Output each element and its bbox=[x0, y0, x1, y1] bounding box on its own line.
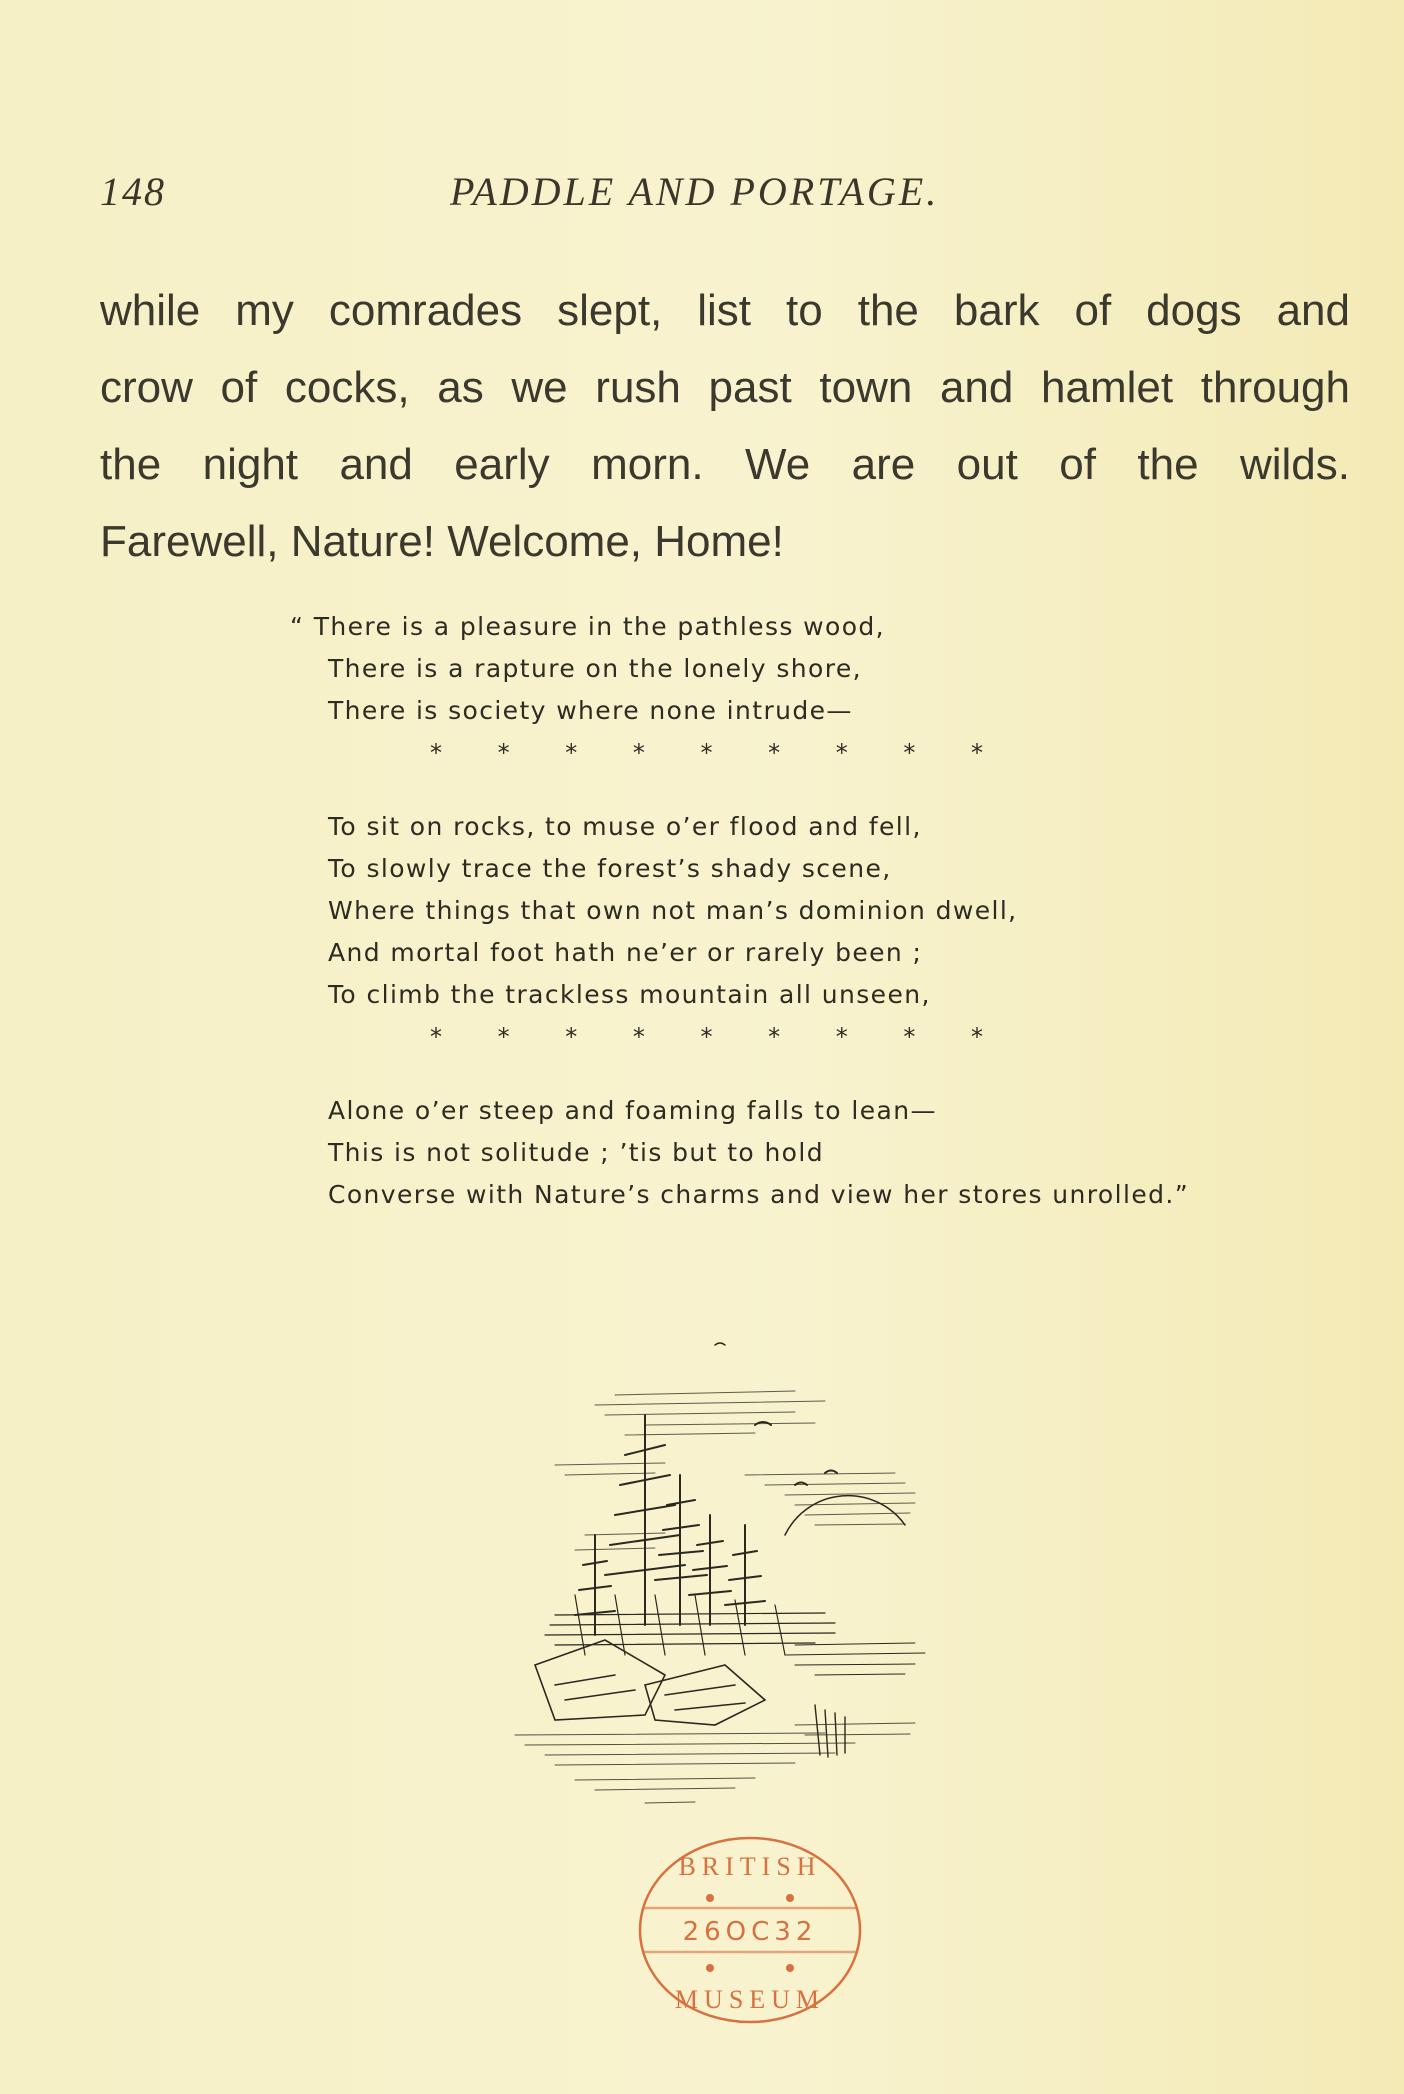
verse-line: This is not solitude ; ’tis but to hold bbox=[328, 1138, 824, 1167]
prose-line: crow of cocks, as we rush past town and hamlet through bbox=[100, 363, 1350, 412]
verse-line: Alone o’er steep and foaming falls to lean— bbox=[328, 1096, 937, 1125]
verse-line: To sit on rocks, to muse o’er flood and fell, bbox=[328, 812, 922, 841]
verse-quotation bbox=[290, 606, 1290, 1216]
verse-ellipsis-stars: * * * * * * * * * bbox=[430, 739, 1008, 767]
verse-line: Converse with Nature’s charms and view her stores unrolled.” bbox=[328, 1180, 1190, 1209]
verse-line: Where things that own not man’s dominion dwell, bbox=[328, 896, 1018, 925]
prose-paragraph bbox=[100, 272, 1350, 580]
verse-line: To climb the trackless mountain all unseen, bbox=[328, 980, 931, 1009]
page-number: 148 bbox=[100, 169, 166, 214]
verse-line: To slowly trace the forest’s shady scene, bbox=[328, 854, 892, 883]
stamp-bottom-text: MUSEUM bbox=[674, 1985, 826, 2014]
stamp-top-text: BRITISH bbox=[678, 1852, 822, 1881]
prose-line: while my comrades slept, list to the bark of dogs and bbox=[100, 286, 1350, 335]
prose-line: the night and early morn. We are out of the wilds. bbox=[100, 440, 1350, 489]
verse-line: And mortal foot hath ne’er or rarely been ; bbox=[328, 938, 923, 967]
british-museum-stamp bbox=[625, 1830, 875, 2030]
verse-ellipsis-stars: * * * * * * * * * bbox=[430, 1023, 1008, 1051]
verse-line: “ There is a pleasure in the pathless wood, bbox=[290, 612, 886, 641]
page-header bbox=[100, 168, 1340, 228]
prose-line: Farewell, Nature! Welcome, Home! bbox=[100, 517, 784, 566]
landscape-engraving-illustration bbox=[495, 1325, 935, 1845]
running-title: PADDLE AND PORTAGE. bbox=[450, 169, 940, 214]
verse-line: There is a rapture on the lonely shore, bbox=[328, 654, 862, 683]
verse-line: There is society where none intrude— bbox=[328, 696, 853, 725]
stamp-date: 26OC32 bbox=[682, 1917, 818, 1947]
